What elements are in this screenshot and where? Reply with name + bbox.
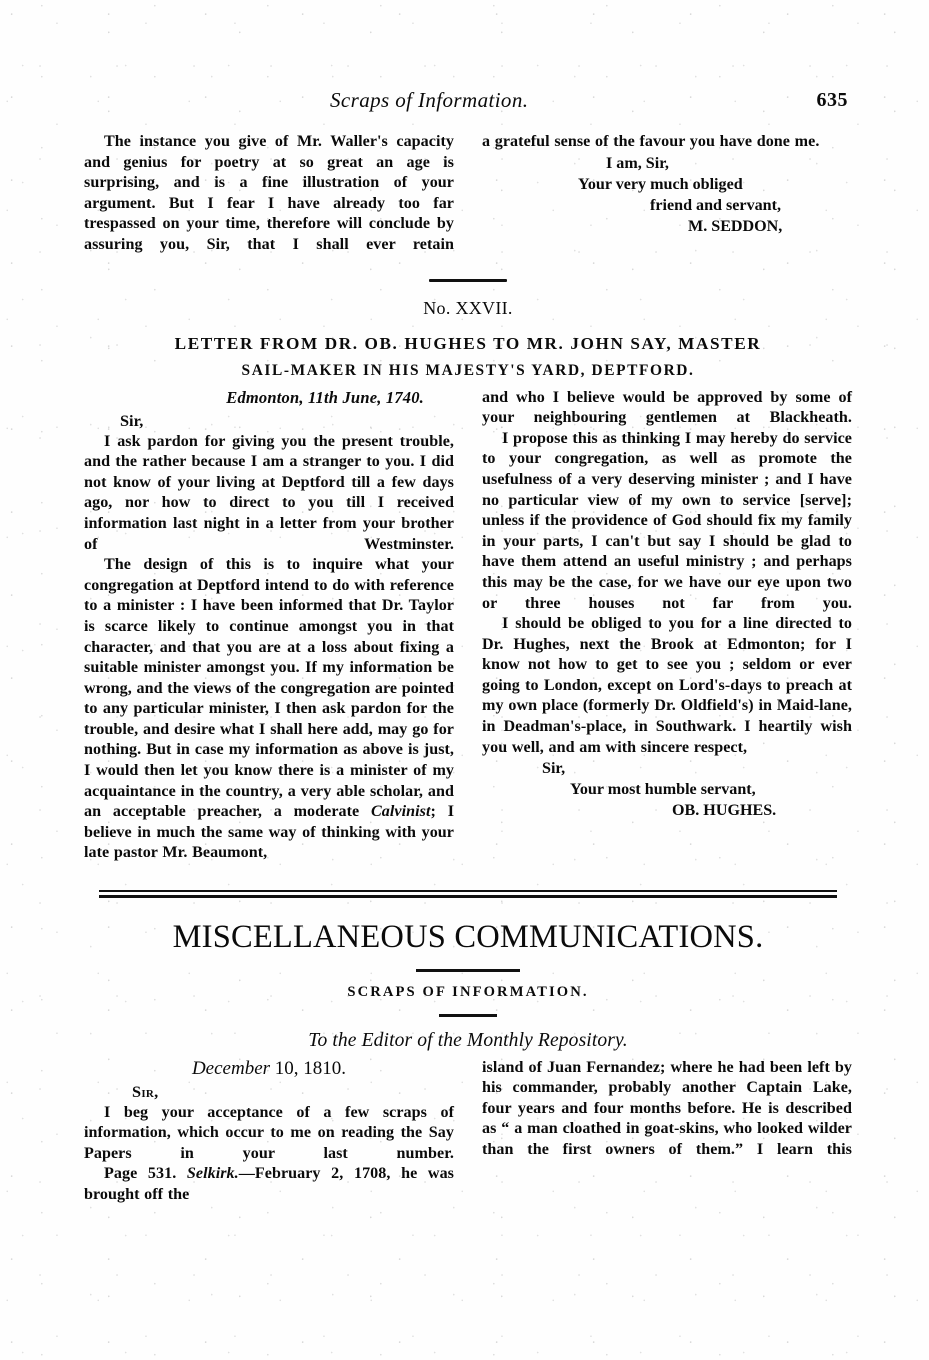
letter-dateline: Edmonton, 11th June, 1740. (226, 387, 424, 407)
section-divider-rule (429, 279, 507, 282)
letter-salutation: Sir, (120, 410, 144, 430)
scraps-date-month: December (191, 1057, 271, 1079)
hughes-closing-line-2: Your most humble servant, (570, 781, 756, 799)
page-content (84, 0, 852, 1206)
scraps-p2-italic-selkirk: Selkirk. (186, 1165, 239, 1183)
scraps-p2-part-b: —February 2, 1708, he was brought off the (84, 1165, 454, 1203)
scraps-date-rest: 10, 1810. (274, 1057, 347, 1079)
scraps-of-information-subtitle: SCRAPS OF INFORMATION. (347, 983, 589, 1000)
running-head-title: Scraps of Information. (330, 88, 529, 112)
seddon-signature: M. SEDDON, (688, 217, 783, 235)
letter-heading-line-1: LETTER FROM DR. OB. HUGHES TO MR. JOHN SAY, MASTER (174, 333, 762, 353)
hughes-right-paragraph-3: I should be obliged to you for a line directed to Dr. Hughes, next the Brook at Edmonton; for I know not how to get to see you ; seldom or ever going to London, except on Lord's-days to preach at my own place (formerly Dr. Oldfield's) in Maid-lane, in Deadman's-place, in Southwark. I heartily wish you well, and am with sincere respect, (482, 615, 852, 756)
hughes-right-column (482, 388, 852, 864)
hughes-letter-columns (84, 388, 852, 864)
seddon-letter-columns (84, 132, 852, 256)
hughes-left-paragraph-2 (84, 555, 454, 864)
miscellaneous-communications-title: MISCELLANEOUS COMMUNICATIONS. (172, 919, 764, 956)
seddon-closing-line-3: friend and servant, (650, 196, 781, 214)
hughes-signature: OB. HUGHES. (672, 802, 777, 820)
scraps-left-paragraph-1: I beg your acceptance of a few scraps of information, which occur to me on reading the Say Papers in your last number. (84, 1103, 454, 1162)
scraps-right-paragraph-1: island of Juan Fernandez; where he had been left by his commander, probably another Captain Lake, four years and four months before. He is described as “ a man cloathed in goat-skins, who looked wilder than the first owners of them.” I learn this (482, 1058, 852, 1158)
scraps-left-column (84, 1058, 454, 1206)
running-head (84, 88, 852, 132)
to-the-editor-line: To the Editor of the Monthly Repository. (308, 1029, 628, 1051)
scraps-p2-part-a: Page 531. (104, 1165, 187, 1183)
hughes-left-column (84, 388, 454, 864)
letter-heading (84, 331, 852, 384)
hughes-p2-italic-calvinist: Calvinist (371, 803, 431, 821)
scraps-salutation: Sir, (132, 1081, 159, 1101)
seddon-closing-line-2: Your very much obliged (578, 175, 743, 193)
letter-heading-line-2: SAIL-MAKER IN HIS MAJESTY'S YARD, DEPTFORD. (241, 361, 695, 379)
letter-number: No. XXVII. (423, 297, 513, 318)
title-underline-rule (416, 969, 520, 972)
scraps-columns (84, 1058, 852, 1206)
subtitle-underline-rule (439, 1014, 497, 1017)
hughes-p2-part-b: ; I believe in much the same way of thinking with your late pastor Mr. Beaumont, (84, 803, 455, 862)
hughes-closing-line-1: Sir, (542, 760, 566, 778)
hughes-right-paragraph-2: I propose this as thinking I may hereby do service to your congregation, as well as promote the usefulness of a very deserving minister ; and I have no particular view of my own to service [serve]; unless if the providence of God should fix my family in your parts, I can't but say I should be glad to have them attend an useful ministry ; and perhaps this may be the case, for we have our eye upon two or three houses not far from you. (482, 429, 852, 612)
double-divider-rule (99, 890, 837, 899)
seddon-right-paragraph: a grateful sense of the favour you have done me. (482, 133, 820, 150)
seddon-left-paragraph: The instance you give of Mr. Waller's capacity and genius for poetry at so great an age is surprising, and is a fine illustration of your argument. But I fear I have already too far trespassed on your time, therefore will conclude by assuring you, Sir, that I shall ever retain (84, 133, 454, 253)
page-number: 635 (816, 89, 848, 111)
scraps-left-paragraph-2 (84, 1164, 454, 1205)
hughes-left-paragraph-1: I ask pardon for giving you the present trouble, and the rather because I am a stranger to you. I did not know of your living at Deptford till a few days ago, nor how to direct to you till I received information last night in a letter from your brother of Westminster. (84, 432, 454, 553)
scraps-right-column (482, 1058, 852, 1206)
hughes-right-paragraph-1: and who I believe would be approved by some of your neighbouring gentlemen at Blackheath. (482, 388, 852, 427)
seddon-closing-line-1: I am, Sir, (606, 154, 669, 172)
seddon-left-column (84, 132, 454, 256)
hughes-p2-part-a: The design of this is to inquire what your congregation at Deptford intend to do with reference to a minister : I have been informed that Dr. Taylor is scarce likely to continue amongst you in that character, and that you are at a loss about fixing a suitable minister amongst you. If my information be wrong, and the views of the congregation are pointed to any particular minister, I then ask pardon for the trouble, and desire what I shall here add, may go for nothing. But in case my information as above is just, I would then let you know there is a minister of my acquaintance in the country, a very able scholar, and an acceptable preacher, a moderate (84, 556, 454, 821)
seddon-right-column (482, 132, 852, 256)
scraps-dateline (84, 1058, 454, 1080)
